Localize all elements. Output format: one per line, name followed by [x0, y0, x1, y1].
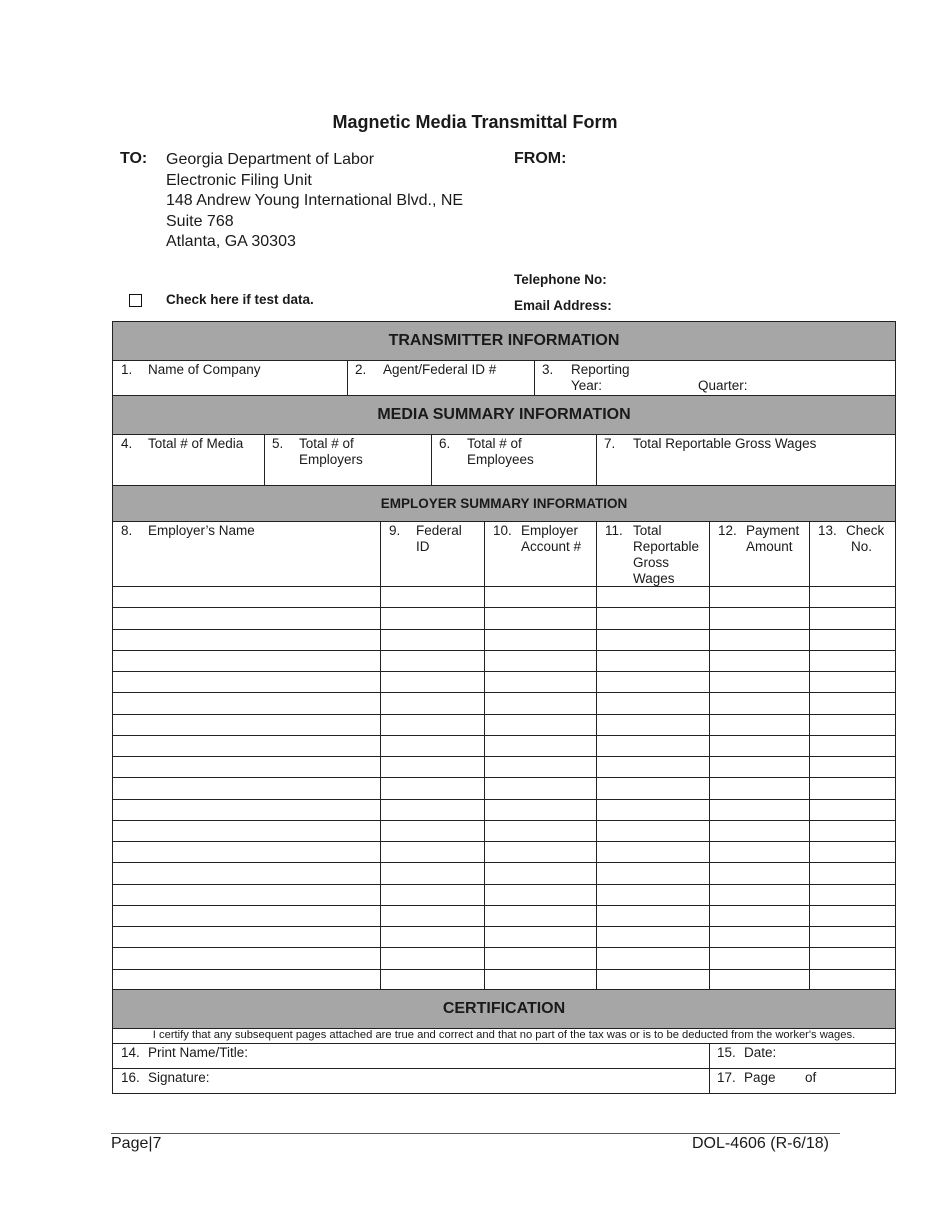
grid-row-line	[113, 926, 895, 927]
quarter-label: Quarter:	[698, 378, 748, 393]
grid-row-line	[113, 820, 895, 821]
field-label: Total	[633, 523, 662, 538]
page-number: Page|7	[111, 1135, 162, 1152]
divider	[264, 434, 265, 485]
divider	[709, 1043, 710, 1093]
field-date[interactable]	[717, 1045, 776, 1061]
certification-statement: I certify that any subsequent pages attached are true and correct and that no part of the tax was or is to be deducted from the worker's wages.	[152, 1029, 856, 1041]
field-label: ID	[416, 539, 430, 554]
field-label: Amount	[746, 539, 793, 554]
grid-column-line	[596, 521, 597, 989]
col-employer-name	[121, 523, 255, 539]
field-number: 4.	[121, 436, 133, 451]
address-line: Atlanta, GA 30303	[166, 233, 296, 250]
grid-column-line	[709, 521, 710, 989]
field-label: Employer’s Name	[148, 523, 255, 538]
field-label: No.	[851, 539, 873, 554]
field-label: Employees	[467, 452, 534, 467]
grid-row-line	[113, 756, 895, 757]
col-federal-id	[389, 523, 462, 555]
field-label: Employer	[521, 523, 579, 538]
grid-column-line	[809, 521, 810, 989]
field-total-employees[interactable]	[439, 436, 534, 468]
certification-header: CERTIFICATION	[113, 989, 895, 1029]
telephone-label: Telephone No:	[514, 272, 607, 287]
grid-row-line	[113, 671, 895, 672]
field-label: Gross	[633, 555, 670, 570]
col-employer-account	[493, 523, 581, 555]
field-number: 11.	[605, 523, 623, 538]
grid-row-line	[113, 586, 895, 587]
field-number: 12.	[718, 523, 737, 538]
address-line: Electronic Filing Unit	[166, 171, 312, 189]
col-total-gross-wages	[605, 523, 699, 587]
field-number: 6.	[439, 436, 451, 451]
field-label: Payment	[746, 523, 800, 538]
email-label: Email Address:	[514, 298, 612, 313]
field-label: Total Reportable Gross Wages	[633, 436, 817, 451]
field-label: Account #	[521, 539, 582, 554]
col-payment-amount	[718, 523, 799, 555]
field-label: Wages	[633, 571, 675, 586]
grid-row-line	[113, 884, 895, 885]
of-label: of	[805, 1070, 817, 1085]
field-number: 13.	[818, 523, 837, 538]
divider	[113, 1068, 895, 1069]
field-number: 1.	[121, 362, 133, 377]
field-label: Employers	[299, 452, 363, 467]
from-label: FROM:	[514, 150, 567, 167]
field-number: 3.	[542, 362, 554, 377]
footer-divider	[111, 1133, 840, 1134]
field-total-employers[interactable]	[272, 436, 363, 468]
grid-row-line	[113, 629, 895, 630]
field-label: Total # of Media	[148, 436, 244, 451]
grid-row-line	[113, 777, 895, 778]
field-name-of-company[interactable]	[121, 362, 261, 378]
field-number: 15.	[717, 1045, 736, 1060]
field-label: Name of Company	[148, 362, 261, 377]
grid-column-line	[484, 521, 485, 989]
divider	[347, 361, 348, 395]
field-label: Print Name/Title:	[148, 1045, 249, 1060]
field-agent-federal-id[interactable]	[355, 362, 496, 378]
field-number: 17.	[717, 1070, 736, 1085]
field-label: Page	[744, 1070, 776, 1085]
col-check-no	[818, 523, 884, 555]
field-label: Check	[846, 523, 885, 538]
field-label: Date:	[744, 1045, 777, 1060]
test-data-checkbox[interactable]	[129, 294, 142, 307]
field-number: 5.	[272, 436, 284, 451]
grid-row-line	[113, 947, 895, 948]
form-id: DOL-4606 (R-6/18)	[692, 1135, 829, 1152]
field-print-name[interactable]	[121, 1045, 248, 1061]
field-reporting-period[interactable]	[542, 362, 892, 394]
grid-row-line	[113, 714, 895, 715]
grid-row-line	[113, 841, 895, 842]
field-total-gross-wages[interactable]	[604, 436, 816, 452]
divider	[113, 1043, 895, 1044]
transmitter-header: TRANSMITTER INFORMATION	[113, 322, 895, 361]
grid-row-line	[113, 905, 895, 906]
field-label: Reportable	[633, 539, 700, 554]
field-label: Agent/Federal ID #	[383, 362, 497, 377]
field-number: 9.	[389, 523, 401, 538]
test-data-label: Check here if test data.	[166, 292, 314, 307]
to-address	[166, 150, 463, 253]
field-label: Signature:	[148, 1070, 210, 1085]
divider	[596, 434, 597, 485]
field-signature[interactable]	[121, 1070, 210, 1086]
grid-row-line	[113, 735, 895, 736]
field-number: 16.	[121, 1070, 140, 1085]
field-label: Total # of	[299, 436, 354, 451]
divider	[534, 361, 535, 395]
grid-column-line	[380, 521, 381, 989]
page-title: Magnetic Media Transmittal Form	[332, 112, 618, 132]
year-label: Year:	[571, 378, 603, 393]
field-page-count[interactable]	[717, 1070, 817, 1086]
to-label: TO:	[120, 150, 148, 167]
grid-row-line	[113, 969, 895, 970]
grid-row-line	[113, 650, 895, 651]
field-number: 8.	[121, 523, 133, 538]
divider	[431, 434, 432, 485]
field-total-media[interactable]	[121, 436, 243, 452]
grid-row-line	[113, 862, 895, 863]
field-number: 7.	[604, 436, 616, 451]
address-line: 148 Andrew Young International Blvd., NE	[166, 192, 464, 209]
grid-row-line	[113, 692, 895, 693]
field-label: Federal	[416, 523, 462, 538]
address-line: Georgia Department of Labor	[166, 151, 375, 168]
transmittal-form	[112, 321, 896, 1094]
employer-summary-header: EMPLOYER SUMMARY INFORMATION	[113, 485, 895, 522]
field-number: 14.	[121, 1045, 140, 1060]
field-number: 10.	[493, 523, 512, 538]
field-label: Reporting	[571, 362, 630, 377]
grid-row-line	[113, 607, 895, 608]
address-line: Suite 768	[166, 212, 234, 230]
media-summary-header: MEDIA SUMMARY INFORMATION	[113, 395, 895, 435]
field-label: Total # of	[467, 436, 522, 451]
field-number: 2.	[355, 362, 367, 377]
grid-row-line	[113, 799, 895, 800]
